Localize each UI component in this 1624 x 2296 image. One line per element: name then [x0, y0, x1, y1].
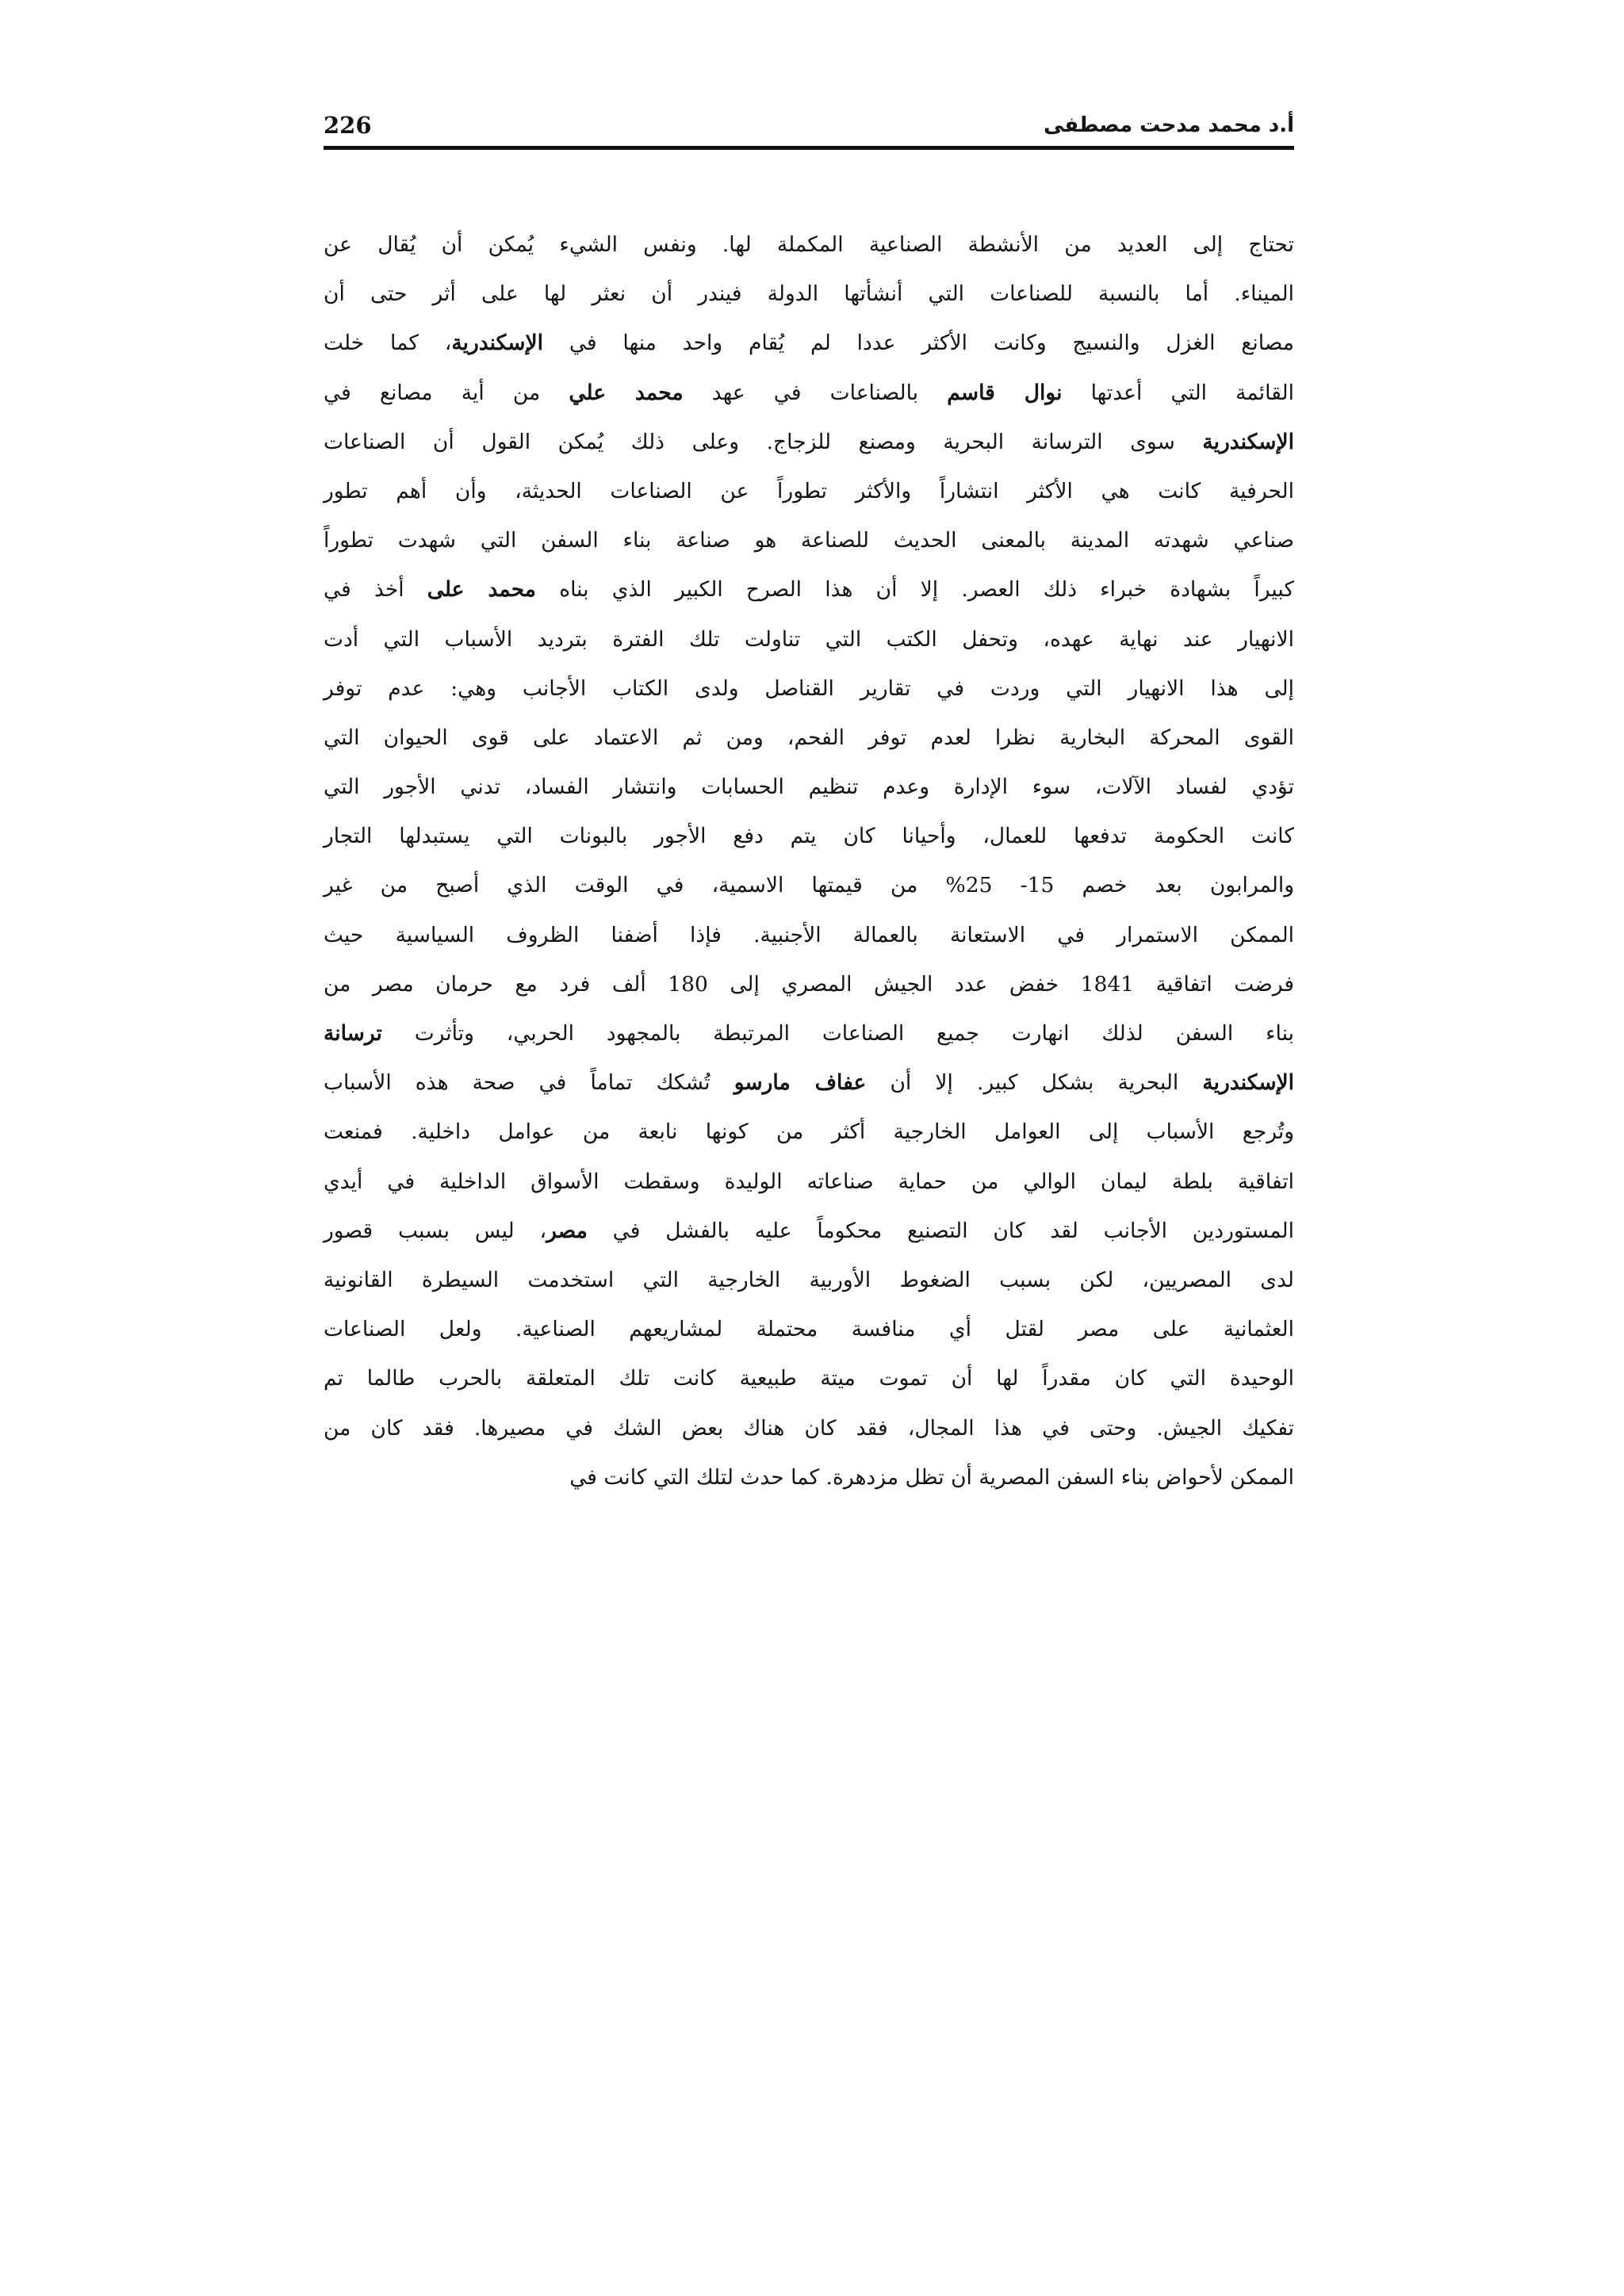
text-run: المستوردين الأجانب لقد كان التصنيع محكوماً عليه بالفشل في — [587, 1218, 1294, 1243]
text-line — [324, 911, 1294, 960]
text-run: ، كما خلت — [324, 331, 452, 356]
text-run: الممكن لأحواض بناء السفن المصرية أن تظل مزدهرة. كما حدث لتلك التي كانت في — [569, 1464, 1294, 1490]
text-line — [324, 467, 1294, 516]
text-line — [324, 1256, 1294, 1305]
text-line — [324, 664, 1294, 714]
text-line — [324, 861, 1294, 910]
text-run: الوحيدة التي كان مقدراً لها أن تموت ميتة طبيعية كانت تلك المتعلقة بالحرب طالما تم — [324, 1366, 1294, 1391]
text-run: الحرفية كانت هي الأكثر انتشاراً والأكثر تطوراً عن الصناعات الحديثة، وأن أهم تطور — [324, 478, 1294, 503]
text-run: البحرية بشكل كبير. إلا أن — [866, 1070, 1203, 1096]
bold-name: الإسكندرية — [1202, 1070, 1295, 1096]
text-line — [324, 1354, 1294, 1403]
text-run: لدى المصريين، لكن بسبب الضغوط الأوربية الخارجية التي استخدمت السيطرة القانونية — [324, 1267, 1294, 1292]
text-line — [324, 1453, 1294, 1502]
text-line — [324, 1108, 1294, 1157]
text-run: صناعي شهدته المدينة بالمعنى الحديث للصناعة هو صناعة بناء السفن التي شهدت تطوراً — [324, 528, 1294, 553]
text-run: والمرابون بعد خصم 15- 25% من قيمتها الاسمية، في الوقت الذي أصبح من غير — [324, 873, 1294, 898]
text-line — [324, 1058, 1294, 1108]
text-run: الانهيار عند نهاية عهده، وتحفل الكتب التي تناولت تلك الفترة بترديد الأسباب التي أدت — [324, 626, 1294, 652]
text-line — [324, 1305, 1294, 1354]
text-run: كبيراً بشهادة خبراء ذلك العصر. إلا أن هذا الصرح الكبير الذي بناه — [536, 577, 1294, 603]
text-run: الممكن الاستمرار في الاستعانة بالعمالة الأجنبية. فإذا أضفنا الظروف السياسية حيث — [324, 922, 1294, 947]
bold-name: مصر — [546, 1218, 588, 1243]
bold-name: ترسانة — [324, 1021, 382, 1046]
text-run: أخذ في — [324, 577, 427, 603]
text-run: اتفاقية بلطة ليمان الوالي من حماية صناعاته الوليدة وسقطت الأسواق الداخلية في أيدي — [324, 1169, 1294, 1194]
text-run: ، ليس بسبب قصور — [324, 1218, 547, 1243]
running-header-author: أ.د محمد مدحت مصطفى — [1043, 113, 1294, 137]
text-line — [324, 418, 1294, 467]
text-line — [324, 960, 1294, 1009]
text-line — [324, 1009, 1294, 1058]
text-line — [324, 369, 1294, 418]
text-run: القائمة التي أعدتها — [1062, 380, 1294, 405]
text-run: الميناء. أما بالنسبة للصناعات التي أنشأتها الدولة فيندر أن نعثر لها على أثر حتى أن — [324, 281, 1294, 307]
text-run: تفكيك الجيش. وحتى في هذا المجال، فقد كان هناك بعض الشك في مصيرها. فقد كان من — [324, 1415, 1294, 1441]
header-rule — [324, 146, 1294, 150]
text-line — [324, 270, 1294, 319]
bold-name: محمد على — [427, 577, 536, 603]
text-run: وتُرجع الأسباب إلى العوامل الخارجية أكثر من كونها نابعة من عوامل داخلية. فمنعت — [324, 1119, 1294, 1145]
text-line — [324, 220, 1294, 270]
page-number: 226 — [324, 112, 372, 139]
bold-name: نوال قاسم — [947, 380, 1063, 405]
text-run: بناء السفن لذلك انهارت جميع الصناعات المرتبطة بالمجهود الحربي، وتأثرت — [381, 1021, 1294, 1046]
bold-name: الإسكندرية — [451, 331, 543, 356]
text-run: فرضت اتفاقية 1841 خفض عدد الجيش المصري إلى 180 ألف فرد مع حرمان مصر من — [324, 971, 1295, 997]
text-line — [324, 516, 1294, 565]
text-run: العثمانية على مصر لقتل أي منافسة محتملة لمشاريعهم الصناعية. ولعل الصناعات — [324, 1317, 1294, 1342]
page-header — [324, 105, 1294, 146]
text-run: سوى الترسانة البحرية ومصنع للزجاج. وعلى ذلك يُمكن القول أن الصناعات — [324, 429, 1203, 454]
text-run: كانت الحكومة تدفعها للعمال، وأحيانا كان يتم دفع الأجور بالبونات التي يستبدلها التجار — [324, 824, 1294, 849]
text-run: القوى المحركة البخارية نظرا لعدم توفر الفحم، ومن ثم الاعتماد على قوى الحيوان التي — [324, 725, 1294, 750]
text-line — [324, 1207, 1294, 1256]
text-run: بالصناعات في عهد — [683, 380, 948, 405]
text-line — [324, 1404, 1294, 1453]
body-text — [324, 220, 1294, 1502]
text-run: مصانع الغزل والنسيج وكانت الأكثر عددا لم يُقام واحد منها في — [543, 331, 1294, 356]
text-run: تُشكك تماماً في صحة هذه الأسباب — [324, 1070, 734, 1096]
text-run: تحتاج إلى العديد من الأنشطة الصناعية المكملة لها. ونفس الشيء يُمكن أن يُقال عن — [324, 232, 1294, 257]
text-run: إلى هذا الانهيار التي وردت في تقارير القناصل ولدى الكتاب الأجانب وهي: عدم توفر — [324, 675, 1294, 701]
text-line — [324, 812, 1294, 861]
text-line — [324, 1158, 1294, 1207]
bold-name: عفاف مارسو — [733, 1070, 867, 1096]
bold-name: الإسكندرية — [1202, 429, 1294, 454]
text-line — [324, 615, 1294, 664]
text-run: من أية مصانع في — [324, 380, 569, 405]
text-run: تؤدي لفساد الآلات، سوء الإدارة وعدم تنظيم الحسابات وانتشار الفساد، تدني الأجور التي — [324, 775, 1294, 800]
text-line — [324, 319, 1294, 368]
text-line — [324, 565, 1294, 614]
text-line — [324, 714, 1294, 763]
text-line — [324, 763, 1294, 812]
bold-name: محمد علي — [569, 380, 684, 405]
